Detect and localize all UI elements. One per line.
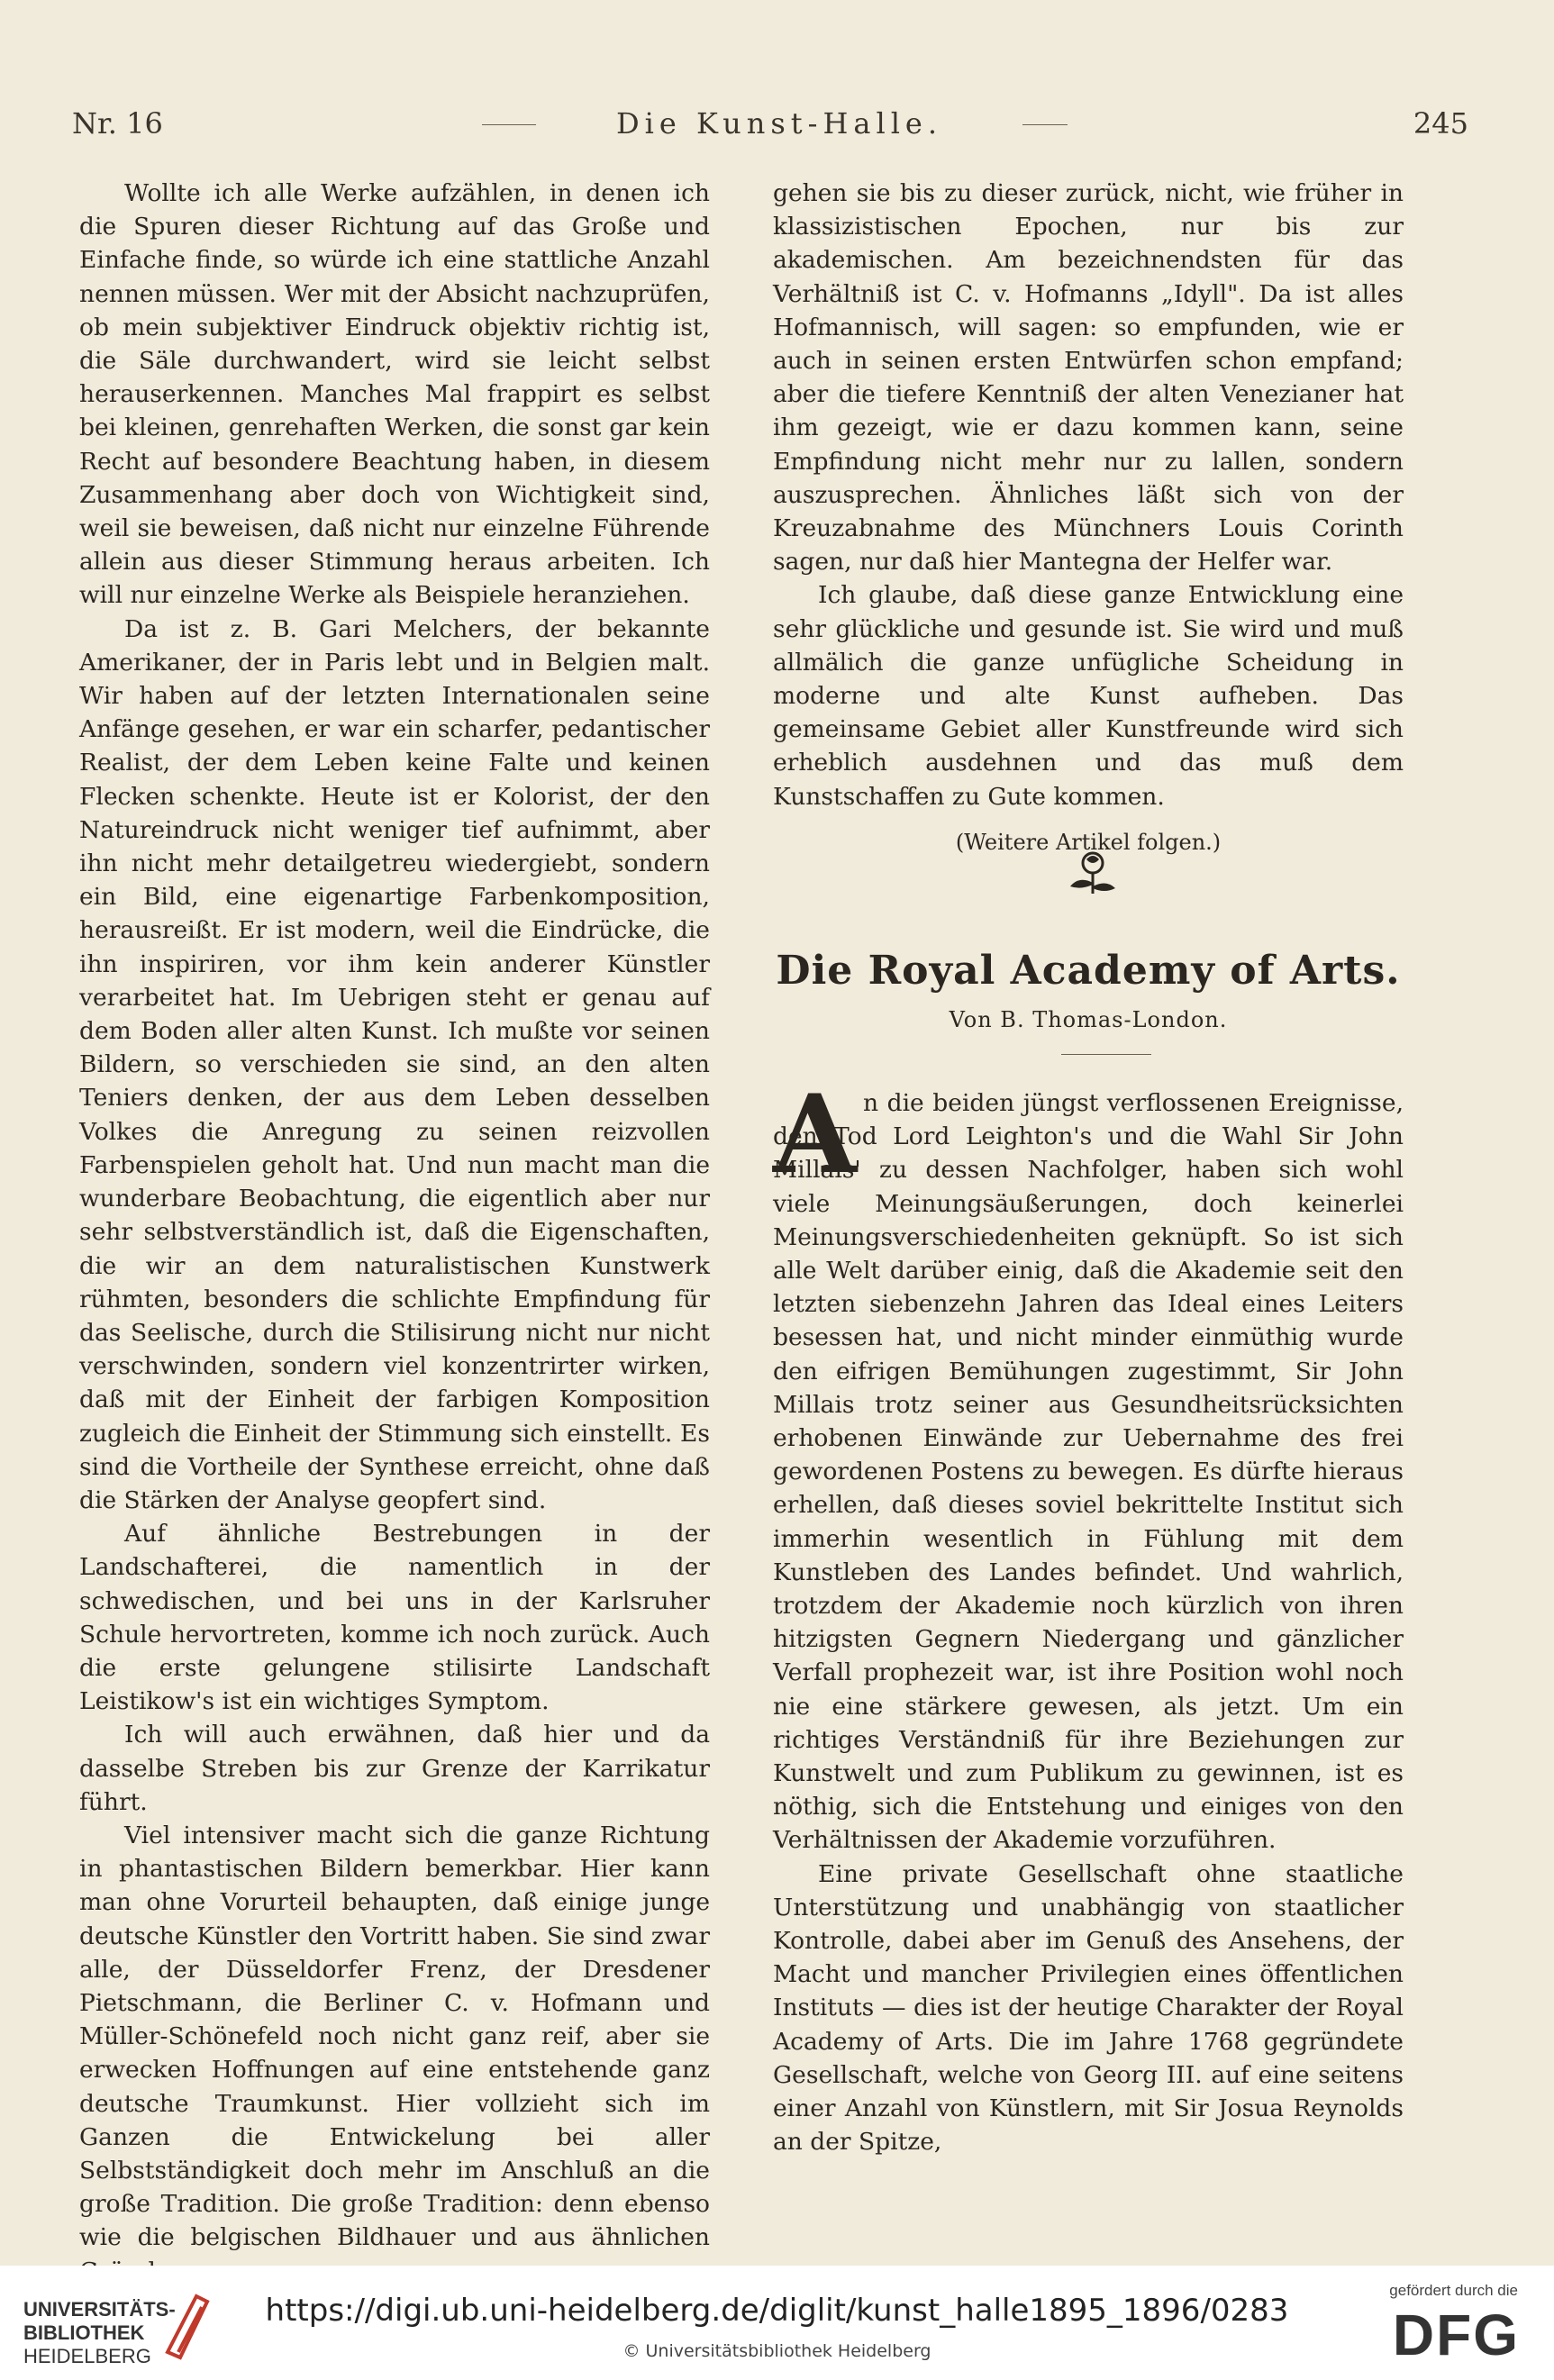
paragraph: Viel intensiver macht sich die ganze Richtung in phantastischen Bildern bemerkbar. Hier kann man ohne Vorurteil behaupten, daß einige junge deutsche Künstler den Vortritt haben. Sie sind zwar alle, der Düsseldorfer Frenz, der Dresdener Pietschmann, die Berliner C. v. Hofmann und Müller-Schönefeld noch nicht ganz reif, aber sie erwecken Hoffnungen auf eine entstehende ganz deutsche Traumkunst. Hier vollzieht sich im Ganzen die Entwickelung bei aller Selbstständigkeit doch mehr im Anschluß an die große Tradition. Die große Tradition: denn ebenso wie die belgischen Bildhauer und aus ähnlichen [79, 1821, 710, 2252]
paragraph [773, 1086, 1404, 1858]
paragraph: gehen sie bis zu dieser zurück, nicht, wie früher in klassizistischen Epochen, nur bis zur akademischen. Am bezeichnendsten für das Verhältniß ist C. v. Hofmanns „Idyll". Da ist alles Hofmannisch, will sagen: so empfunden, wie er auch in seinen ersten Entwürfen schon empfand; aber die tiefere Kenntniß der alten Venezianer hat ihm gezeigt, wie er dazu kommen kann, seine Empfindung nicht mehr nur zu lallen, sondern auszusprechen. Ähnliches läßt sich von der Kreuzabnahme des Münchners Louis Corinth sagen, nur daß hier Mantegna der Helfer war. [773, 179, 1404, 577]
continuation-note: (Weitere Artikel folgen.) [955, 829, 1222, 855]
permalink-link[interactable]: https://digi.ub.uni-heidelberg.de/diglit/kunst_halle1895_1896/0283 [265, 2293, 1289, 2329]
paragraph: Ich will auch erwähnen, daß hier und da dasselbe Streben bis zur Grenze der Karrikatur führt. [79, 1721, 710, 1816]
copyright-notice: © Universitätsbibliothek Heidelberg [623, 2341, 931, 2361]
paragraph: Da ist z. B. Gari Melchers, der bekannte Amerikaner, der in Paris lebt und in Belgien malt. Wir haben auf der letzten Internationalen seine Anfänge gesehen, er war ein scharfer, pedantischer Realist, der dem Leben keine Falte und keinen Flecken schenkte. Heute ist er Kolorist, der den Natureindruck nicht weniger tief aufnimmt, aber ihn nicht mehr detailgetreu wiedergiebt, sondern ein Bild, eine eigenartige Farbenkomposition, herausreißt. Er ist modern, weil die Eindrücke, die ihn inspiriren, vor ihm kein anderer Künstler verarbeitet hat. Im Uebrigen steht er genau auf dem Boden aller alten Kunst. Ich mußte vor seinen Bildern, so verschieden sie sind, an den alten Teniers denken, der aus dem Leben desselben Volkes die Anregung zu seinen reizvollen Farbenspielen geholt hat. Und nun macht man die wunderbare Beobachtung, die eigentlich aber nur sehr selbstverständlich ist, daß die Eigenschaften, die wir an dem naturalistischen Kunstwerk rühmten, besonders die schlichte Empfindung für das Seelische, durch die Stilisirung nicht nur nicht verschwinden, sondern viel konzentrirter wirken, daß mit der Einheit der farbigen Komposition zugleich die Einheit der Stimmung sich einstellt. Es sind die Vortheile der Synthese erreicht, ohne daß die Stärken der Analyse geopfert sind. [79, 614, 710, 1514]
paragraph: Ich glaube, daß diese ganze Entwicklung eine sehr glückliche und gesunde ist. Sie wird und muß allmälich die ganze unfügliche Scheidung in moderne und alte Kunst aufheben. Das gemeinsame Gebiet aller Kunstfreunde wird sich erheblich ausdehnen und das muß dem Kunstschaffen zu Gute kommen. [773, 581, 1404, 811]
title-rule [1061, 1054, 1151, 1055]
issue-number: Nr. 16 [72, 106, 163, 141]
page-number: 245 [1413, 106, 1468, 141]
article-author: Von B. Thomas-London. [949, 1007, 1228, 1032]
article-body [773, 1086, 1404, 2159]
drop-cap-letter: A [773, 1071, 858, 1198]
dfg-logo: DFG [1392, 2303, 1520, 2367]
library-footer [0, 2266, 1554, 2380]
funding-label: gefördert durch die [1389, 2282, 1518, 2299]
paragraph: Auf ähnliche Bestrebungen in der Landschafterei, die namentlich in der schwedischen, und bei uns in der Karlsruher Schule hervortreten, komme ich noch zurück. Auch die erste gelungene stilisirte Landschaft Leistikow's ist ein wichtiges Symptom. [79, 1520, 710, 1716]
right-column [773, 177, 1404, 859]
paragraph: Eine private Gesellschaft ohne staatliche Unterstützung und unabhängig von staatlicher Kontrolle, dabei aber im Genuß des Ansehens, der Macht und mancher Privilegien eines öffentlichen Instituts — dies ist der heutige Charakter der Royal Academy of Arts. Die im Jahre 1768 gegründete Gesellschaft, welche von Georg III. auf eine seitens einer Anzahl von Künstlern, mit Sir Josua Reynolds an der Spitze, [773, 1859, 1404, 2157]
left-column [79, 177, 710, 2288]
paragraph: Wollte ich alle Werke aufzählen, in denen ich die Spuren dieser Richtung auf das Große und Einfache finde, so würde ich eine stattliche Anzahl nennen müssen. Wer mit der Absicht nachzuprüfen, ob mein subjektiver Eindruck objektiv richtig ist, die Säle durchwandert, wird sie leicht selbst herauserkennen. Manches Mal frappirt es selbst bei kleinen, genrehaften Werken, die sonst gar kein Recht auf besondere Beachtung haben, in diesem Zusammenhang aber doch von Wichtigkeit sind, weil sie beweisen, daß nicht nur einzelne Führende allein aus dieser Stimmung heraus arbeiten. Ich will nur einzelne Werke als Beispiele heranziehen. [79, 179, 710, 610]
library-name-line: BIBLIOTHEK [23, 2321, 145, 2344]
header-rule-right [1022, 124, 1068, 125]
rose-ornament-icon [1061, 847, 1124, 901]
library-name-line: HEIDELBERG [23, 2345, 151, 2367]
library-name-line: UNIVERSITÄTS- [23, 2298, 176, 2321]
lead-text: n die beiden jüngst verflossenen Ereignisse, den Tod Lord Leighton's und die Wahl Sir John Millais' zu dessen Nachfolger, haben sich wohl viele Meinungsäußerungen, doch keinerlei Meinungsverschiedenheiten geknüpft. So ist sich alle Welt darüber einig, daß die Akademie seit den letzten siebenzehn Jahren das Ideal eines Leiters besessen hat, und nicht minder einmüthig wurde den eifrigen Bemühungen zugestimmt, Sir John Millais trotz seiner aus Gesundheitsrücksichten erhobenen Einwände zur Uebernahme des frei gewordenen Postens zu bewegen. Es dürfte hieraus erhellen, daß dieses soviel bekrittelte Institut sich immerhin wesentlich in Fühlung mit dem Kunstleben des Landes befindet. Und wahrlich, trotzdem der Akademie noch kürzlich von ihren hitzigsten Gegnern Niedergang und gänzlicher Verfall prophezeit war, ist ihre Position wohl noch nie eine stärkere gewesen, als jetzt. Um ein richtiges Verständniß für ihre Beziehungen zur Kunstwelt und zum Publikum zu gewinnen, ist es nöthig, sich die Entstehung und einiges von den Verhältnissen der Akademie vorzuführen. [773, 1089, 1404, 1855]
running-header [72, 101, 1468, 146]
article-title: Die Royal Academy of Arts. [776, 948, 1401, 994]
journal-title: Die Kunst-Halle. [615, 106, 943, 141]
